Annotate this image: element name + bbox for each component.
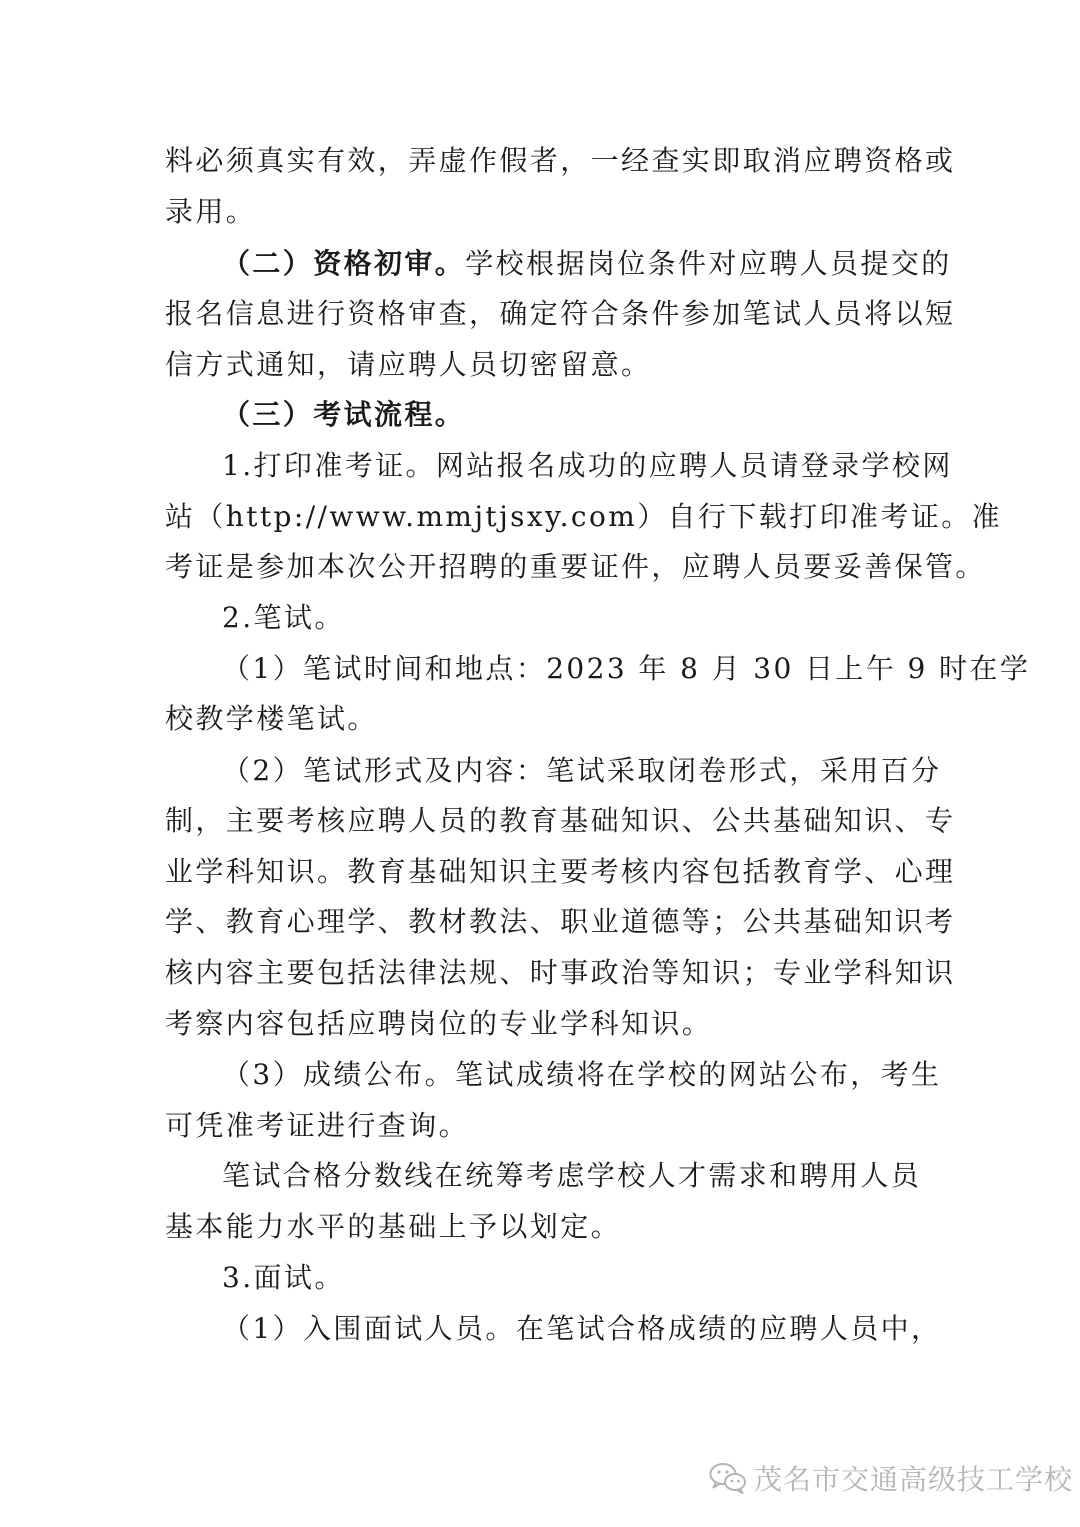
paragraph-line: 学、教育心理学、教材教法、职业道德等；公共基础知识考 [165, 905, 956, 938]
section-heading: （三）考试流程。 [222, 398, 466, 431]
section-heading-title: 资格初审。 [313, 247, 466, 280]
paragraph-line: 2.笔试。 [222, 601, 345, 634]
paragraph-line: 可凭准考证进行查询。 [165, 1109, 470, 1142]
paragraph-line: （1）笔试时间和地点：2023 年 8 月 30 日上午 9 时在学 [222, 652, 1031, 685]
paragraph-line: 料必须真实有效，弄虚作假者，一经查实即取消应聘资格或 [165, 144, 956, 177]
paragraph-line: 校教学楼笔试。 [165, 702, 378, 735]
paragraph-line: 考证是参加本次公开招聘的重要证件，应聘人员要妥善保管。 [165, 550, 986, 583]
paragraph-line: 笔试合格分数线在统筹考虑学校人才需求和聘用人员 [222, 1159, 922, 1192]
paragraph-line: 业学科知识。教育基础知识主要考核内容包括教育学、心理 [165, 855, 956, 888]
paragraph-line: （3）成绩公布。笔试成绩将在学校的网站公布，考生 [222, 1058, 942, 1091]
account-watermark [708, 1458, 1073, 1498]
paragraph-line: 3.面试。 [222, 1261, 345, 1294]
section-heading-number: （二） [222, 247, 314, 280]
paragraph-line: 录用。 [165, 195, 257, 228]
paragraph-line: 1.打印准考证。网站报名成功的应聘人员请登录学校网 [222, 449, 953, 482]
paragraph-line: 制，主要考核应聘人员的教育基础知识、公共基础知识、专 [165, 804, 956, 837]
paragraph-line: 核内容主要包括法律法规、时事政治等知识；专业学科知识 [165, 956, 956, 989]
paragraph-line: 基本能力水平的基础上予以划定。 [165, 1210, 622, 1243]
paragraph-line: 信方式通知，请应聘人员切密留意。 [165, 348, 652, 381]
section-heading-line [222, 244, 952, 284]
paragraph-line: 报名信息进行资格审查，确定符合条件参加笔试人员将以短 [165, 297, 956, 330]
paragraph-text: 学校根据岗位条件对应聘人员提交的 [465, 247, 952, 280]
paragraph-line: （2）笔试形式及内容：笔试采取闭卷形式，采用百分 [222, 754, 942, 787]
paragraph-line: 站（http://www.mmjtjsxy.com）自行下载打印准考证。准 [165, 500, 1003, 533]
watermark-text: 茂名市交通高级技工学校 [754, 1463, 1074, 1496]
paragraph-line: 考察内容包括应聘岗位的专业学科知识。 [165, 1007, 713, 1040]
wechat-icon [708, 1461, 748, 1495]
paragraph-line: （1）入围面试人员。在笔试合格成绩的应聘人员中， [222, 1312, 942, 1345]
